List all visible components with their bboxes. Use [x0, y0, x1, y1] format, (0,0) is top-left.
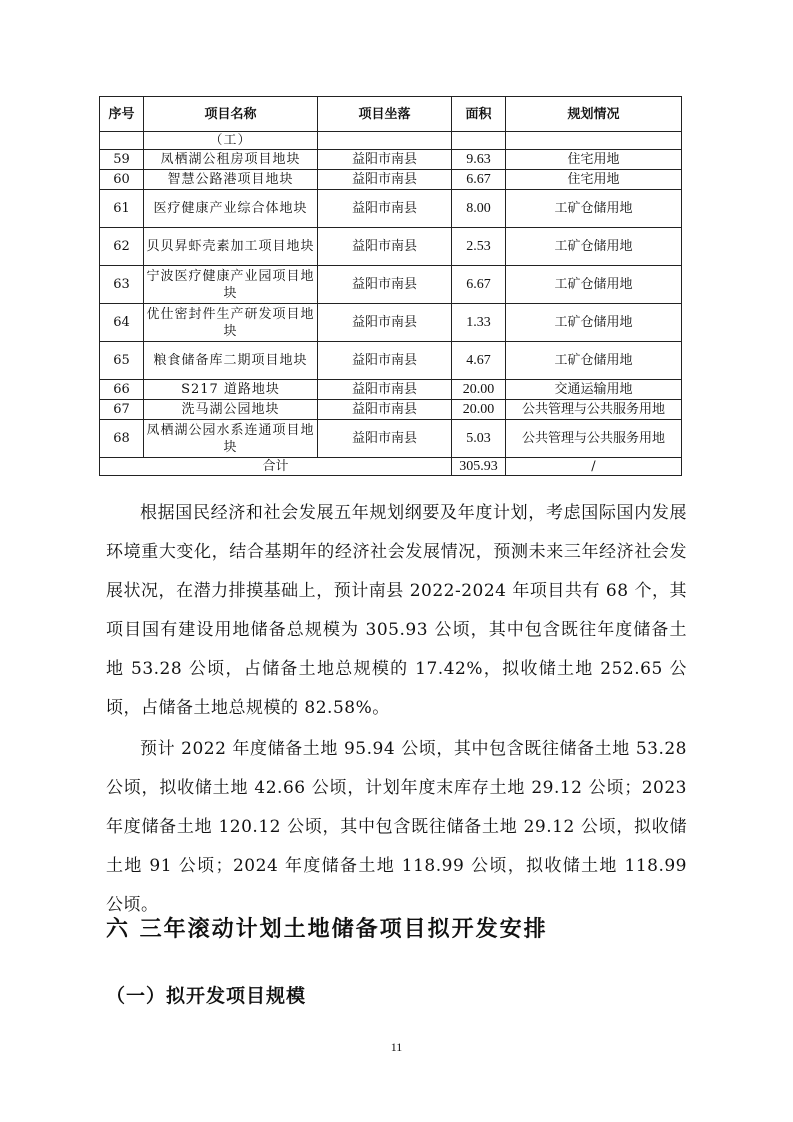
- cell-name: S217 道路地块: [144, 380, 318, 400]
- cell-plan: 公共管理与公共服务用地: [506, 400, 682, 420]
- cell-name: 洗马湖公园地块: [144, 400, 318, 420]
- cell-name: 宁波医疗健康产业园项目地块: [144, 266, 318, 304]
- cell-no: 65: [100, 342, 144, 380]
- cell-plan: [506, 132, 682, 150]
- cell-area: 2.53: [452, 228, 506, 266]
- cell-name: 凤栖湖公租房项目地块: [144, 150, 318, 170]
- cell-area: 6.67: [452, 266, 506, 304]
- cell-plan: 住宅用地: [506, 150, 682, 170]
- cell-name: 贝贝昇虾壳素加工项目地块: [144, 228, 318, 266]
- table-row-continuation: [100, 132, 682, 150]
- cell-name: （工）: [144, 132, 318, 150]
- cell-area: 20.00: [452, 400, 506, 420]
- paragraph: 根据国民经济和社会发展五年规划纲要及年度计划，考虑国际国内发展环境重大变化，结合基期年的经济社会发展情况，预测未来三年经济社会发展状况，在潜力排摸基础上，预计南县 2022-2024 年项目共有 68 个，其项目国有建设用地储备总规模为 305.93 公顷，其中包含既往年度储备土地 53.28 公顷，占储备土地总规模的 17.42%，拟收储土地 252.65 公顷，占储备土地总规模的 82.58%。: [106, 503, 687, 718]
- table-header-row: [100, 97, 682, 132]
- total-area: 305.93: [452, 458, 506, 476]
- table-row: [100, 150, 682, 170]
- cell-plan: 工矿仓储用地: [506, 228, 682, 266]
- cell-area: 6.67: [452, 170, 506, 190]
- header-project-name: 项目名称: [144, 97, 318, 132]
- cell-plan: 公共管理与公共服务用地: [506, 420, 682, 458]
- table-total-row: [100, 458, 682, 476]
- cell-location: 益阳市南县: [318, 342, 452, 380]
- table-row: [100, 228, 682, 266]
- cell-location: [318, 132, 452, 150]
- table-row: [100, 380, 682, 400]
- cell-no: 64: [100, 304, 144, 342]
- cell-no: [100, 132, 144, 150]
- section-heading: 六 三年滚动计划土地储备项目拟开发安排: [106, 917, 548, 942]
- paragraph: 预计 2022 年度储备土地 95.94 公顷，其中包含既往储备土地 53.28 公顷，拟收储土地 42.66 公顷，计划年度末库存土地 29.12 公顷；2023 年度储备土地 120.12 公顷，其中包含既往储备土地 29.12 公顷，拟收储土地 91 公顷；2024 年度储备土地 118.99 公顷，拟收储土地 118.99 公顷。: [106, 739, 687, 915]
- subsection-heading: （一）拟开发项目规模: [106, 985, 307, 1007]
- cell-area: 1.33: [452, 304, 506, 342]
- cell-no: 62: [100, 228, 144, 266]
- cell-area: 5.03: [452, 420, 506, 458]
- cell-no: 61: [100, 190, 144, 228]
- cell-plan: 工矿仓储用地: [506, 342, 682, 380]
- cell-location: 益阳市南县: [318, 266, 452, 304]
- cell-no: 68: [100, 420, 144, 458]
- land-reserve-table: [99, 96, 682, 476]
- header-area: 面积: [452, 97, 506, 132]
- cell-location: 益阳市南县: [318, 420, 452, 458]
- header-plan: 规划情况: [506, 97, 682, 132]
- cell-plan: 工矿仓储用地: [506, 304, 682, 342]
- cell-no: 59: [100, 150, 144, 170]
- header-no: 序号: [100, 97, 144, 132]
- table-row: [100, 266, 682, 304]
- cell-location: 益阳市南县: [318, 380, 452, 400]
- cell-name: 智慧公路港项目地块: [144, 170, 318, 190]
- page-number: 11: [390, 1040, 403, 1054]
- cell-name: 优仕密封件生产研发项目地块: [144, 304, 318, 342]
- table-row: [100, 400, 682, 420]
- cell-area: [452, 132, 506, 150]
- cell-plan: 住宅用地: [506, 170, 682, 190]
- cell-area: 8.00: [452, 190, 506, 228]
- cell-no: 63: [100, 266, 144, 304]
- cell-location: 益阳市南县: [318, 400, 452, 420]
- body-text: [106, 494, 687, 925]
- cell-no: 67: [100, 400, 144, 420]
- total-label: 合计: [100, 458, 452, 476]
- table-row: [100, 420, 682, 458]
- table-row: [100, 190, 682, 228]
- table-row: [100, 304, 682, 342]
- cell-plan: 工矿仓储用地: [506, 190, 682, 228]
- cell-location: 益阳市南县: [318, 190, 452, 228]
- header-location: 项目坐落: [318, 97, 452, 132]
- table-row: [100, 170, 682, 190]
- cell-location: 益阳市南县: [318, 170, 452, 190]
- cell-no: 60: [100, 170, 144, 190]
- cell-no: 66: [100, 380, 144, 400]
- cell-plan: 工矿仓储用地: [506, 266, 682, 304]
- total-plan: /: [506, 458, 682, 476]
- cell-name: 医疗健康产业综合体地块: [144, 190, 318, 228]
- cell-area: 9.63: [452, 150, 506, 170]
- cell-name: 粮食储备库二期项目地块: [144, 342, 318, 380]
- cell-area: 20.00: [452, 380, 506, 400]
- table-row: [100, 342, 682, 380]
- cell-name: 凤栖湖公园水系连通项目地块: [144, 420, 318, 458]
- cell-area: 4.67: [452, 342, 506, 380]
- cell-location: 益阳市南县: [318, 304, 452, 342]
- cell-location: 益阳市南县: [318, 150, 452, 170]
- cell-location: 益阳市南县: [318, 228, 452, 266]
- cell-plan: 交通运输用地: [506, 380, 682, 400]
